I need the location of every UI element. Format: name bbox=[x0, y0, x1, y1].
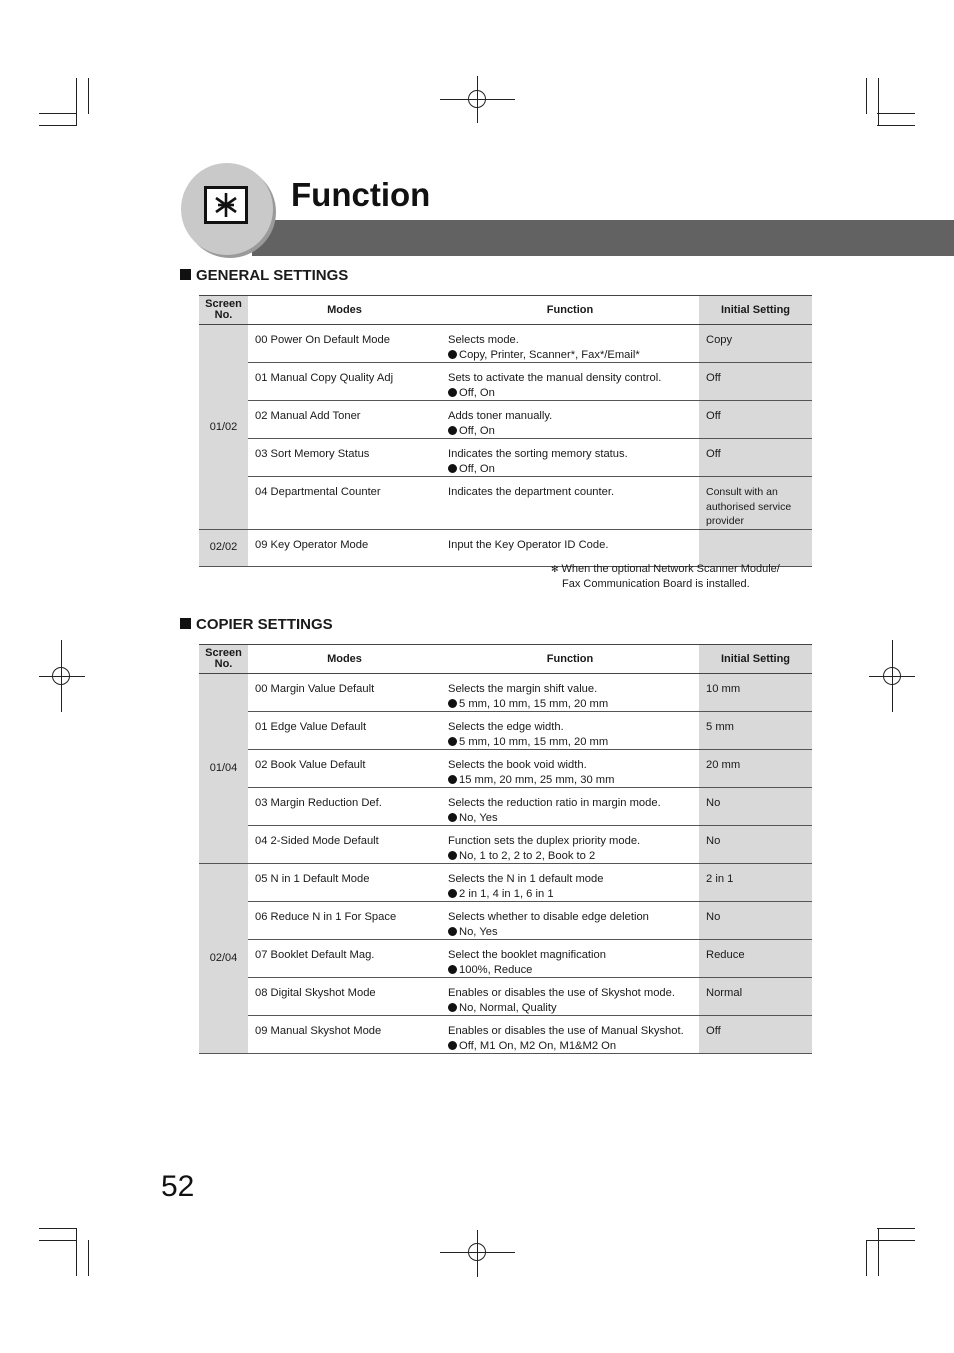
options-line bbox=[448, 386, 693, 401]
bullet-dot-icon bbox=[448, 851, 457, 860]
mode-name: 01 Edge Value Default bbox=[248, 712, 441, 750]
function-text: Input the Key Operator ID Code. bbox=[448, 538, 609, 551]
function-text: Selects the book void width. bbox=[448, 759, 587, 771]
function-desc bbox=[441, 940, 699, 978]
section-heading-general bbox=[180, 267, 348, 284]
options-line bbox=[448, 735, 693, 750]
table-row bbox=[199, 401, 812, 439]
table-row bbox=[199, 940, 812, 978]
mode-name: 05 N in 1 Default Mode bbox=[248, 864, 441, 902]
options-text: Off, On bbox=[459, 462, 495, 475]
bullet-dot-icon bbox=[448, 388, 457, 397]
crop-mark bbox=[877, 113, 915, 114]
table-row bbox=[199, 1016, 812, 1054]
function-desc bbox=[441, 1016, 699, 1054]
footnote-text: Fax Communication Board is installed. bbox=[562, 578, 750, 590]
asterisk-glyph bbox=[207, 189, 245, 221]
crop-mark bbox=[877, 1228, 915, 1229]
footnote-line bbox=[551, 562, 780, 577]
mode-name: 06 Reduce N in 1 For Space bbox=[248, 902, 441, 940]
mode-name: 03 Sort Memory Status bbox=[248, 439, 441, 477]
bullet-dot-icon bbox=[448, 737, 457, 746]
options-text: 15 mm, 20 mm, 25 mm, 30 mm bbox=[459, 773, 615, 786]
crop-mark bbox=[39, 125, 77, 126]
options-line bbox=[448, 849, 693, 864]
crop-mark bbox=[88, 78, 89, 114]
header-screen-no: Screen No. bbox=[199, 645, 248, 674]
crop-mark bbox=[877, 125, 915, 126]
options-line bbox=[448, 887, 693, 902]
function-text: Function sets the duplex priority mode. bbox=[448, 835, 641, 847]
table-row bbox=[199, 750, 812, 788]
function-desc bbox=[441, 712, 699, 750]
crop-mark bbox=[39, 1240, 77, 1241]
mode-name: 01 Manual Copy Quality Adj bbox=[248, 363, 441, 401]
bullet-dot-icon bbox=[448, 1003, 457, 1012]
mode-name: 04 2-Sided Mode Default bbox=[248, 826, 441, 864]
header-function: Function bbox=[441, 296, 699, 325]
function-text: Selects the edge width. bbox=[448, 721, 564, 733]
table-row bbox=[199, 788, 812, 826]
crop-mark bbox=[866, 78, 867, 114]
mode-name: 00 Power On Default Mode bbox=[248, 325, 441, 363]
initial-setting: Off bbox=[699, 1016, 812, 1054]
asterisk-footnote-icon: ✻ bbox=[551, 564, 559, 574]
header-initial-setting: Initial Setting bbox=[699, 645, 812, 674]
options-text: Off, On bbox=[459, 386, 495, 399]
initial-setting: Off bbox=[699, 363, 812, 401]
table-row bbox=[199, 712, 812, 750]
initial-setting: Off bbox=[699, 439, 812, 477]
bullet-dot-icon bbox=[448, 965, 457, 974]
table-row bbox=[199, 674, 812, 712]
options-line bbox=[448, 462, 693, 477]
asterisk-function-icon bbox=[204, 186, 248, 224]
options-line bbox=[448, 424, 693, 439]
initial-setting: Off bbox=[699, 401, 812, 439]
screen-number: 02/02 bbox=[199, 529, 248, 566]
copier-settings-table bbox=[199, 644, 812, 1054]
options-text: No, Yes bbox=[459, 925, 498, 938]
registration-circle bbox=[468, 1243, 486, 1261]
table-row bbox=[199, 477, 812, 530]
initial-setting: Reduce bbox=[699, 940, 812, 978]
function-text: Select the booklet magnification bbox=[448, 949, 606, 961]
function-text: Selects whether to disable edge deletion bbox=[448, 911, 649, 923]
initial-setting: No bbox=[699, 826, 812, 864]
mode-name: 07 Booklet Default Mag. bbox=[248, 940, 441, 978]
function-desc bbox=[441, 439, 699, 477]
screen-number: 01/04 bbox=[199, 674, 248, 864]
function-desc bbox=[441, 750, 699, 788]
options-line bbox=[448, 811, 693, 826]
title-bar bbox=[252, 220, 954, 256]
table-row bbox=[199, 439, 812, 477]
header-initial-setting: Initial Setting bbox=[699, 296, 812, 325]
mode-name: 02 Manual Add Toner bbox=[248, 401, 441, 439]
options-text: No, Yes bbox=[459, 811, 498, 824]
header-screen-no: Screen No. bbox=[199, 296, 248, 325]
options-line bbox=[448, 925, 693, 940]
function-text: Selects the N in 1 default mode bbox=[448, 873, 604, 885]
crop-mark bbox=[39, 1228, 77, 1229]
table-row bbox=[199, 363, 812, 401]
general-settings-table bbox=[199, 295, 812, 567]
initial-setting: 2 in 1 bbox=[699, 864, 812, 902]
function-desc bbox=[441, 902, 699, 940]
table-row bbox=[199, 864, 812, 902]
header-function: Function bbox=[441, 645, 699, 674]
crop-mark bbox=[39, 113, 77, 114]
function-desc bbox=[441, 788, 699, 826]
initial-setting bbox=[699, 529, 812, 566]
function-desc bbox=[441, 325, 699, 363]
options-text: Off, M1 On, M2 On, M1&M2 On bbox=[459, 1039, 617, 1052]
header-modes: Modes bbox=[248, 296, 441, 325]
options-text: 5 mm, 10 mm, 15 mm, 20 mm bbox=[459, 735, 609, 748]
options-text: 100%, Reduce bbox=[459, 963, 533, 976]
options-text: 2 in 1, 4 in 1, 6 in 1 bbox=[459, 887, 554, 900]
bullet-dot-icon bbox=[448, 350, 457, 359]
bullet-dot-icon bbox=[448, 927, 457, 936]
options-line bbox=[448, 697, 693, 712]
initial-setting: Normal bbox=[699, 978, 812, 1016]
crop-mark bbox=[878, 78, 879, 126]
function-text: Indicates the department counter. bbox=[448, 486, 615, 498]
section-heading-text: COPIER SETTINGS bbox=[196, 616, 333, 633]
function-desc bbox=[441, 477, 699, 530]
function-text: Selects the margin shift value. bbox=[448, 683, 598, 695]
bullet-dot-icon bbox=[448, 464, 457, 473]
bullet-dot-icon bbox=[448, 699, 457, 708]
footnote bbox=[551, 562, 780, 592]
square-bullet-icon bbox=[180, 269, 191, 280]
bullet-dot-icon bbox=[448, 813, 457, 822]
mode-name: 00 Margin Value Default bbox=[248, 674, 441, 712]
crop-mark bbox=[878, 1228, 879, 1276]
crop-mark bbox=[867, 1240, 915, 1241]
crop-mark bbox=[866, 1240, 867, 1276]
options-text: No, 1 to 2, 2 to 2, Book to 2 bbox=[459, 849, 596, 862]
options-line bbox=[448, 1039, 693, 1054]
options-line bbox=[448, 773, 693, 788]
header-modes: Modes bbox=[248, 645, 441, 674]
options-line bbox=[448, 348, 693, 363]
table-header-row bbox=[199, 296, 812, 325]
function-text: Adds toner manually. bbox=[448, 410, 553, 422]
registration-circle bbox=[52, 667, 70, 685]
footnote-text: When the optional Network Scanner Module/ bbox=[561, 563, 780, 575]
mode-name: 02 Book Value Default bbox=[248, 750, 441, 788]
function-desc bbox=[441, 826, 699, 864]
function-desc bbox=[441, 674, 699, 712]
page-number: 52 bbox=[161, 1170, 195, 1203]
function-desc bbox=[441, 978, 699, 1016]
mode-name: 09 Manual Skyshot Mode bbox=[248, 1016, 441, 1054]
initial-setting: No bbox=[699, 902, 812, 940]
mode-name: 03 Margin Reduction Def. bbox=[248, 788, 441, 826]
function-desc bbox=[441, 401, 699, 439]
table-row bbox=[199, 826, 812, 864]
function-desc bbox=[441, 363, 699, 401]
initial-setting: 20 mm bbox=[699, 750, 812, 788]
crop-mark bbox=[76, 1228, 77, 1276]
bullet-dot-icon bbox=[448, 426, 457, 435]
function-text: Selects mode. bbox=[448, 334, 519, 346]
section-heading-copier bbox=[180, 616, 333, 633]
table-row bbox=[199, 529, 812, 566]
function-text: Enables or disables the use of Manual Skyshot. bbox=[448, 1025, 684, 1037]
initial-setting: No bbox=[699, 788, 812, 826]
initial-setting: 5 mm bbox=[699, 712, 812, 750]
crop-mark bbox=[76, 78, 77, 126]
registration-circle bbox=[468, 90, 486, 108]
bullet-dot-icon bbox=[448, 889, 457, 898]
table-row bbox=[199, 325, 812, 363]
options-text: 5 mm, 10 mm, 15 mm, 20 mm bbox=[459, 697, 609, 710]
function-text: Selects the reduction ratio in margin mode. bbox=[448, 797, 661, 809]
options-text: Off, On bbox=[459, 424, 495, 437]
table-header-row bbox=[199, 645, 812, 674]
initial-setting: Consult with an authorised service provider bbox=[699, 477, 812, 530]
table-row bbox=[199, 978, 812, 1016]
function-desc bbox=[441, 529, 699, 566]
options-line bbox=[448, 963, 693, 978]
function-text: Enables or disables the use of Skyshot mode. bbox=[448, 987, 675, 999]
initial-setting: Copy bbox=[699, 325, 812, 363]
table-row bbox=[199, 902, 812, 940]
mode-name: 09 Key Operator Mode bbox=[248, 529, 441, 566]
function-desc bbox=[441, 864, 699, 902]
options-text: No, Normal, Quality bbox=[459, 1001, 557, 1014]
square-bullet-icon bbox=[180, 618, 191, 629]
mode-name: 08 Digital Skyshot Mode bbox=[248, 978, 441, 1016]
bullet-dot-icon bbox=[448, 775, 457, 784]
registration-circle bbox=[883, 667, 901, 685]
screen-number: 02/04 bbox=[199, 864, 248, 1054]
function-text: Sets to activate the manual density control. bbox=[448, 372, 662, 384]
bullet-dot-icon bbox=[448, 1041, 457, 1050]
initial-setting: 10 mm bbox=[699, 674, 812, 712]
options-text: Copy, Printer, Scanner*, Fax*/Email* bbox=[459, 348, 640, 361]
screen-number: 01/02 bbox=[199, 325, 248, 530]
crop-mark bbox=[88, 1240, 89, 1276]
function-text: Indicates the sorting memory status. bbox=[448, 448, 628, 460]
mode-name: 04 Departmental Counter bbox=[248, 477, 441, 530]
options-line bbox=[448, 1001, 693, 1016]
page-title: Function bbox=[291, 176, 431, 213]
section-heading-text: GENERAL SETTINGS bbox=[196, 267, 349, 284]
